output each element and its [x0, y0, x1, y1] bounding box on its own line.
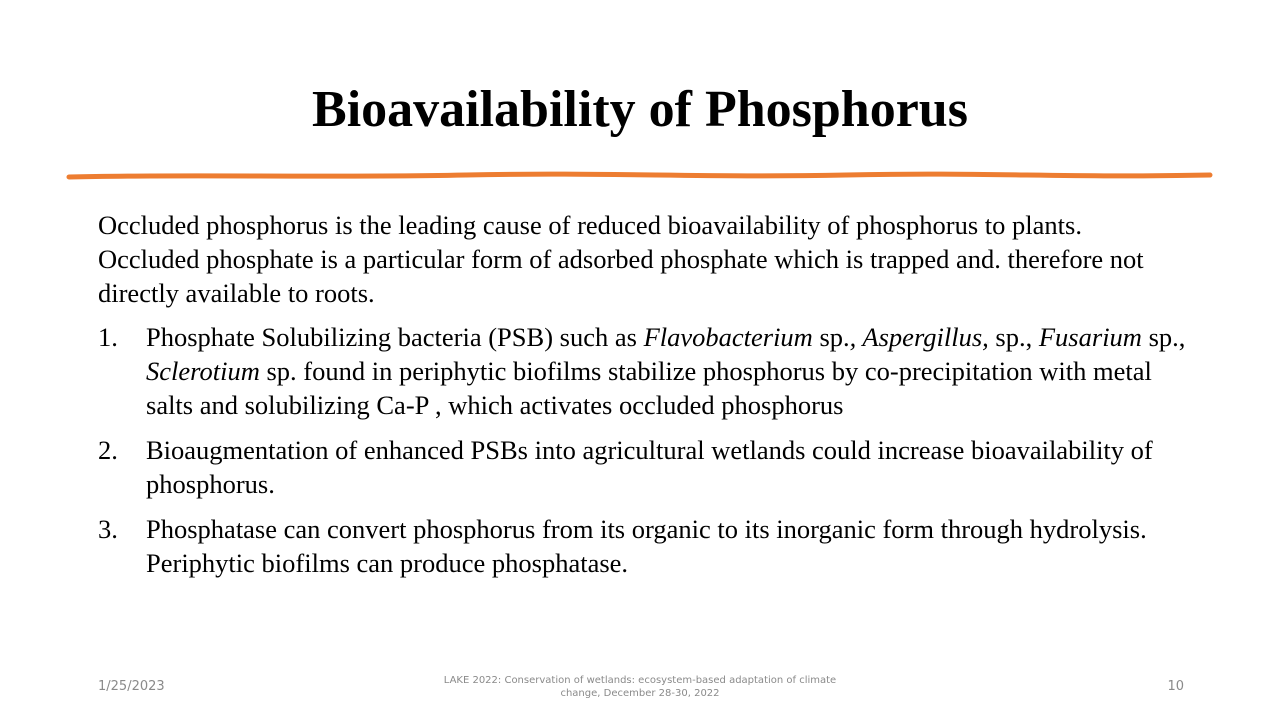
list-item-text: [146, 514, 1147, 578]
list-item-number: 1.: [98, 322, 118, 352]
footer-conference: LAKE 2022: Conservation of wetlands: ecosystem-based adaptation of climate change, December 28-30, 2022: [443, 675, 837, 699]
title-divider: [66, 166, 1214, 186]
list-item: [98, 433, 1188, 501]
numbered-list: [98, 320, 1188, 580]
text-segment: Phosphatase can convert phosphorus from its organic to its inorganic form through hydrolysis. Periphytic biofilms can produce phosphatase.: [146, 514, 1147, 578]
italic-text: Fusarium: [1038, 322, 1142, 352]
italic-text: , Aspergillus,: [849, 322, 989, 352]
list-item: [98, 320, 1188, 422]
list-item-text: [146, 435, 1153, 499]
list-item-text: [146, 322, 1185, 420]
slide-body: [98, 208, 1188, 591]
slide-number: 10: [1167, 679, 1184, 694]
text-segment: sp. found in periphytic biofilms stabilize phosphorus by co-precipitation with metal salts and solubilizing Ca-P , which activates occluded phosphorus: [146, 356, 1152, 420]
text-segment: sp.,: [988, 322, 1039, 352]
text-segment: sp.,: [1141, 322, 1186, 352]
slide-title: Bioavailability of Phosphorus: [312, 81, 968, 138]
italic-text: Flavobacterium: [643, 322, 813, 352]
text-segment: Bioaugmentation of enhanced PSBs into agricultural wetlands could increase bioavailability of phosphorus.: [146, 435, 1153, 499]
italic-text: Sclerotium: [146, 356, 260, 386]
list-item: [98, 512, 1188, 580]
list-item-number: 2.: [98, 435, 118, 465]
text-segment: sp.: [812, 322, 850, 352]
list-item-number: 3.: [98, 514, 118, 544]
text-segment: Phosphate Solubilizing bacteria (PSB) such as: [146, 322, 644, 352]
footer-date: 1/25/2023: [98, 679, 165, 694]
intro-paragraph: Occluded phosphorus is the leading cause of reduced bioavailability of phosphorus to plants. Occluded phosphate is a particular form of adsorbed phosphate which is trapped and. therefore not directly available to roots.: [98, 210, 1144, 308]
